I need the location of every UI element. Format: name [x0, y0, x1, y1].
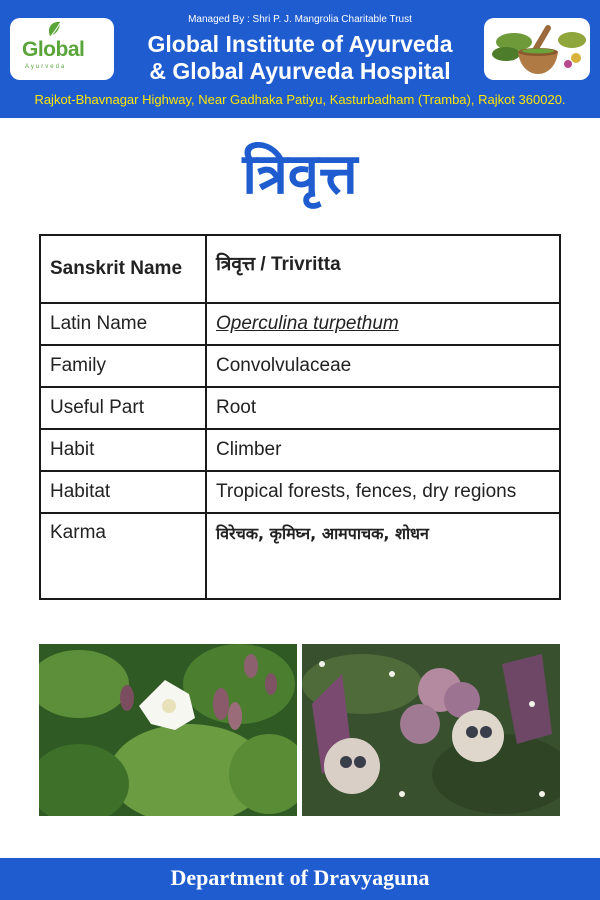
table-header-row [40, 235, 560, 303]
karma-label: Karma [40, 513, 206, 599]
family-label: Family [40, 345, 206, 387]
plant-flower-photo [39, 644, 297, 816]
seed-pod-icon [302, 644, 560, 816]
habitat-label: Habitat [40, 471, 206, 513]
sanskrit-name-label: Sanskrit Name [40, 235, 206, 303]
logo-subtext: Ayurveda [25, 64, 67, 70]
herb-info-table [39, 234, 561, 600]
habit-value: Climber [206, 429, 560, 471]
table-row [40, 513, 560, 599]
sanskrit-name-value: त्रिवृत्त / Trivritta [206, 235, 560, 303]
latin-name-label: Latin Name [40, 303, 206, 345]
institute-address: Rajkot-Bhavnagar Highway, Near Gadhaka Patiyu, Kasturbadham (Tramba), Rajkot 360020. [34, 92, 566, 107]
latin-name-value: Operculina turpethum [216, 313, 399, 334]
table-row [40, 303, 560, 345]
logo-text: Global [22, 38, 85, 61]
page-title: त्रिवृत्त [242, 142, 358, 207]
herbs-mortar-image [484, 18, 590, 80]
table-row [40, 429, 560, 471]
habit-label: Habit [40, 429, 206, 471]
useful-part-label: Useful Part [40, 387, 206, 429]
header-banner [0, 0, 600, 118]
table-row [40, 387, 560, 429]
table-row [40, 345, 560, 387]
karma-value: विरेचक, कृमिघ्न, आमपाचक, शोधन [216, 524, 429, 543]
plant-seed-pod-photo [302, 644, 560, 816]
family-value: Convolvulaceae [206, 345, 560, 387]
managed-by-text: Managed By : Shri P. J. Mangrolia Charitable Trust [188, 14, 412, 25]
useful-part-value: Root [206, 387, 560, 429]
footer-banner [0, 858, 600, 900]
mortar-pestle-icon [484, 18, 590, 80]
department-name: Department of Dravyaguna [170, 865, 430, 890]
habitat-value: Tropical forests, fences, dry regions [206, 471, 560, 513]
institute-title-line2: & Global Ayurveda Hospital [149, 58, 451, 84]
institute-title-line1: Global Institute of Ayurveda [147, 31, 453, 57]
flower-leaves-icon [39, 644, 297, 816]
table-row [40, 471, 560, 513]
